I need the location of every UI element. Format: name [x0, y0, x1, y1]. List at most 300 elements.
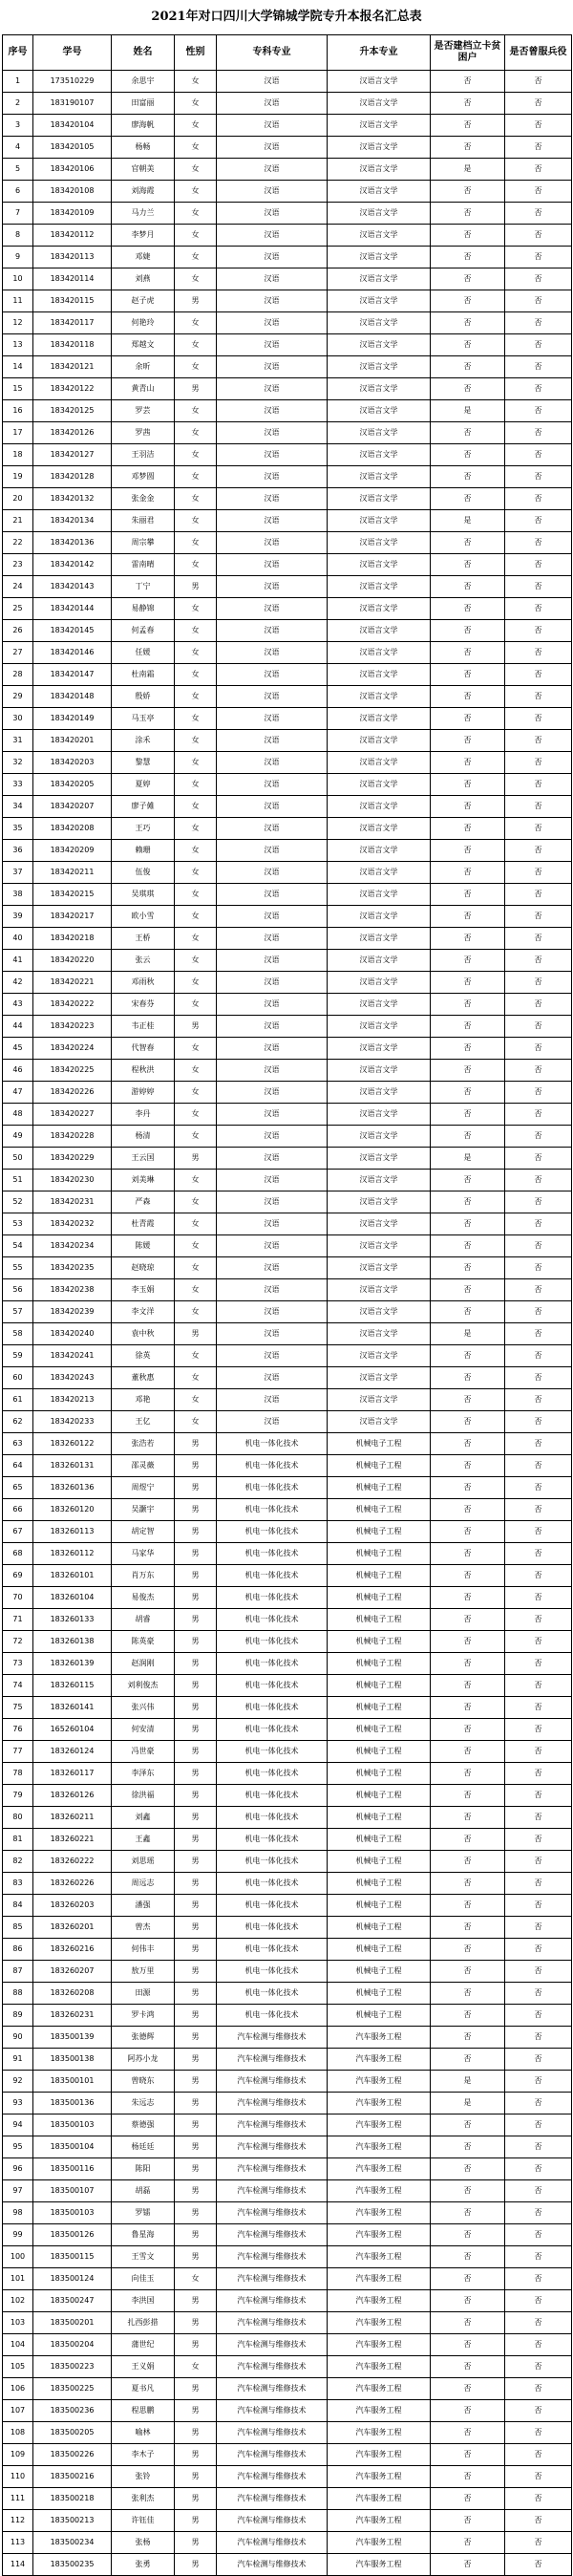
cell-military-service: 否 — [505, 2093, 572, 2114]
cell-military-service: 否 — [505, 1807, 572, 1829]
cell-index: 4 — [3, 137, 33, 159]
cell-student-id: 183420106 — [33, 159, 112, 181]
cell-military-service: 否 — [505, 1367, 572, 1389]
table-row — [3, 181, 572, 203]
cell-index: 114 — [3, 2554, 33, 2576]
cell-poverty-registered: 否 — [431, 1016, 505, 1038]
cell-poverty-registered: 否 — [431, 1675, 505, 1697]
cell-index: 22 — [3, 532, 33, 554]
cell-index: 107 — [3, 2400, 33, 2422]
cell-college-major: 汉语 — [217, 1389, 328, 1411]
cell-name: 扎西彭措 — [112, 2312, 175, 2334]
cell-target-major: 机械电子工程 — [328, 1719, 431, 1741]
cell-military-service: 否 — [505, 2246, 572, 2268]
cell-military-service: 否 — [505, 752, 572, 774]
cell-military-service: 否 — [505, 862, 572, 884]
cell-name: 张利杰 — [112, 2488, 175, 2510]
cell-target-major: 汽车服务工程 — [328, 2268, 431, 2290]
table-row — [3, 1455, 572, 1477]
cell-college-major: 机电一体化技术 — [217, 1521, 328, 1543]
table-row — [3, 356, 572, 378]
cell-index: 20 — [3, 488, 33, 510]
cell-target-major: 汽车服务工程 — [328, 2466, 431, 2488]
cell-student-id: 183420145 — [33, 620, 112, 642]
cell-index: 32 — [3, 752, 33, 774]
cell-gender: 男 — [175, 2114, 217, 2136]
table-row — [3, 1082, 572, 1104]
cell-poverty-registered: 是 — [431, 1323, 505, 1345]
cell-poverty-registered: 否 — [431, 71, 505, 93]
cell-military-service: 否 — [505, 1873, 572, 1895]
cell-student-id: 183500107 — [33, 2180, 112, 2202]
table-row — [3, 71, 572, 93]
cell-poverty-registered: 否 — [431, 1279, 505, 1301]
cell-military-service: 否 — [505, 181, 572, 203]
cell-index: 80 — [3, 1807, 33, 1829]
cell-poverty-registered: 否 — [431, 554, 505, 576]
cell-index: 58 — [3, 1323, 33, 1345]
cell-military-service: 否 — [505, 2400, 572, 2422]
table-row — [3, 1719, 572, 1741]
cell-poverty-registered: 否 — [431, 2202, 505, 2224]
cell-gender: 女 — [175, 466, 217, 488]
cell-student-id: 183500116 — [33, 2158, 112, 2180]
cell-military-service: 否 — [505, 774, 572, 796]
cell-student-id: 183260133 — [33, 1609, 112, 1631]
cell-college-major: 汉语 — [217, 1301, 328, 1323]
table-row — [3, 994, 572, 1016]
cell-gender: 男 — [175, 378, 217, 400]
cell-gender: 男 — [175, 1719, 217, 1741]
cell-college-major: 汉语 — [217, 708, 328, 730]
cell-name: 陈阳 — [112, 2158, 175, 2180]
cell-college-major: 汽车检测与维修技术 — [217, 2268, 328, 2290]
cell-gender: 女 — [175, 1170, 217, 1191]
header-cell-gender: 性别 — [175, 35, 217, 71]
cell-student-id: 183500201 — [33, 2312, 112, 2334]
cell-target-major: 机械电子工程 — [328, 1851, 431, 1873]
cell-target-major: 机械电子工程 — [328, 1939, 431, 1961]
cell-college-major: 汉语 — [217, 312, 328, 334]
table-row — [3, 2466, 572, 2488]
cell-target-major: 汉语言文学 — [328, 576, 431, 598]
cell-college-major: 汉语 — [217, 928, 328, 950]
cell-college-major: 机电一体化技术 — [217, 1565, 328, 1587]
cell-military-service: 否 — [505, 1895, 572, 1917]
table-row — [3, 2488, 572, 2510]
cell-military-service: 否 — [505, 1609, 572, 1631]
cell-target-major: 汽车服务工程 — [328, 2532, 431, 2554]
cell-military-service: 否 — [505, 1104, 572, 1126]
cell-target-major: 汉语言文学 — [328, 774, 431, 796]
table-row — [3, 1653, 572, 1675]
table-row — [3, 466, 572, 488]
cell-target-major: 汽车服务工程 — [328, 2158, 431, 2180]
cell-college-major: 汉语 — [217, 1038, 328, 1060]
cell-student-id: 183420243 — [33, 1367, 112, 1389]
cell-poverty-registered: 否 — [431, 466, 505, 488]
cell-target-major: 汉语言文学 — [328, 93, 431, 115]
cell-student-id: 183500101 — [33, 2071, 112, 2093]
cell-college-major: 汽车检测与维修技术 — [217, 2158, 328, 2180]
cell-military-service: 否 — [505, 1653, 572, 1675]
cell-name: 罗茜 — [112, 422, 175, 444]
cell-target-major: 汉语言文学 — [328, 1389, 431, 1411]
cell-name: 鲁星海 — [112, 2224, 175, 2246]
cell-poverty-registered: 否 — [431, 1719, 505, 1741]
cell-name: 周远志 — [112, 1873, 175, 1895]
cell-college-major: 汉语 — [217, 181, 328, 203]
cell-college-major: 机电一体化技术 — [217, 1851, 328, 1873]
table-row — [3, 1213, 572, 1235]
cell-military-service: 否 — [505, 1939, 572, 1961]
cell-gender: 女 — [175, 994, 217, 1016]
cell-index: 86 — [3, 1939, 33, 1961]
cell-military-service: 否 — [505, 1961, 572, 1983]
cell-military-service: 否 — [505, 1829, 572, 1851]
table-row — [3, 1785, 572, 1807]
cell-target-major: 汉语言文学 — [328, 708, 431, 730]
cell-poverty-registered: 否 — [431, 137, 505, 159]
cell-poverty-registered: 是 — [431, 2093, 505, 2114]
cell-poverty-registered: 否 — [431, 1477, 505, 1499]
cell-index: 25 — [3, 598, 33, 620]
table-row — [3, 1565, 572, 1587]
cell-gender: 女 — [175, 181, 217, 203]
cell-military-service: 否 — [505, 203, 572, 225]
table-row — [3, 620, 572, 642]
cell-name: 杨清 — [112, 1126, 175, 1148]
cell-index: 7 — [3, 203, 33, 225]
cell-poverty-registered: 否 — [431, 312, 505, 334]
cell-name: 陈英豪 — [112, 1631, 175, 1653]
cell-name: 王桥 — [112, 928, 175, 950]
table-row — [3, 1279, 572, 1301]
cell-target-major: 汽车服务工程 — [328, 2071, 431, 2093]
cell-name: 李泽东 — [112, 1763, 175, 1785]
cell-gender: 男 — [175, 1455, 217, 1477]
table-row — [3, 642, 572, 664]
cell-name: 李洪国 — [112, 2290, 175, 2312]
cell-student-id: 183260231 — [33, 2005, 112, 2027]
cell-poverty-registered: 否 — [431, 1609, 505, 1631]
table-row — [3, 1763, 572, 1785]
cell-military-service: 否 — [505, 1411, 572, 1433]
cell-gender: 女 — [175, 115, 217, 137]
cell-index: 14 — [3, 356, 33, 378]
cell-name: 赖珊 — [112, 840, 175, 862]
cell-military-service: 否 — [505, 2290, 572, 2312]
cell-college-major: 机电一体化技术 — [217, 1477, 328, 1499]
cell-college-major: 汽车检测与维修技术 — [217, 2049, 328, 2071]
cell-military-service: 否 — [505, 488, 572, 510]
table-row — [3, 840, 572, 862]
cell-index: 90 — [3, 2027, 33, 2049]
table-row — [3, 1697, 572, 1719]
cell-gender: 男 — [175, 1873, 217, 1895]
cell-college-major: 汽车检测与维修技术 — [217, 2378, 328, 2400]
table-row — [3, 1323, 572, 1345]
cell-student-id: 183260138 — [33, 1631, 112, 1653]
table-row — [3, 598, 572, 620]
cell-gender: 男 — [175, 2554, 217, 2576]
cell-poverty-registered: 否 — [431, 1060, 505, 1082]
cell-gender: 女 — [175, 312, 217, 334]
cell-student-id: 183420238 — [33, 1279, 112, 1301]
cell-military-service: 否 — [505, 686, 572, 708]
cell-college-major: 汽车检测与维修技术 — [217, 2488, 328, 2510]
cell-target-major: 机械电子工程 — [328, 1521, 431, 1543]
cell-college-major: 汉语 — [217, 1279, 328, 1301]
cell-gender: 男 — [175, 1895, 217, 1917]
cell-gender: 女 — [175, 2356, 217, 2378]
cell-student-id: 183420225 — [33, 1060, 112, 1082]
table-row — [3, 225, 572, 247]
cell-name: 王羽洁 — [112, 444, 175, 466]
cell-college-major: 汉语 — [217, 1235, 328, 1257]
cell-gender: 女 — [175, 137, 217, 159]
cell-index: 39 — [3, 906, 33, 928]
cell-gender: 女 — [175, 1279, 217, 1301]
cell-student-id: 183420121 — [33, 356, 112, 378]
cell-name: 徐洪福 — [112, 1785, 175, 1807]
cell-military-service: 否 — [505, 1126, 572, 1148]
cell-student-id: 165260104 — [33, 1719, 112, 1741]
cell-index: 47 — [3, 1082, 33, 1104]
cell-index: 45 — [3, 1038, 33, 1060]
cell-index: 111 — [3, 2488, 33, 2510]
table-row — [3, 312, 572, 334]
cell-name: 刘鑫 — [112, 1807, 175, 1829]
cell-military-service: 否 — [505, 2532, 572, 2554]
cell-gender: 女 — [175, 532, 217, 554]
cell-college-major: 汉语 — [217, 818, 328, 840]
cell-military-service: 否 — [505, 2180, 572, 2202]
table-row — [3, 1191, 572, 1213]
cell-student-id: 183420205 — [33, 774, 112, 796]
cell-college-major: 汉语 — [217, 225, 328, 247]
table-row — [3, 1587, 572, 1609]
cell-poverty-registered: 否 — [431, 488, 505, 510]
cell-poverty-registered: 否 — [431, 862, 505, 884]
cell-index: 93 — [3, 2093, 33, 2114]
cell-college-major: 汉语 — [217, 268, 328, 290]
table-row — [3, 1675, 572, 1697]
cell-military-service: 否 — [505, 2378, 572, 2400]
cell-index: 17 — [3, 422, 33, 444]
cell-gender: 女 — [175, 400, 217, 422]
cell-student-id: 183260126 — [33, 1785, 112, 1807]
cell-student-id: 173510229 — [33, 71, 112, 93]
cell-name: 赵晓琼 — [112, 1257, 175, 1279]
cell-name: 王义娟 — [112, 2356, 175, 2378]
cell-gender: 男 — [175, 2180, 217, 2202]
table-row — [3, 115, 572, 137]
cell-college-major: 汉语 — [217, 686, 328, 708]
table-row — [3, 1851, 572, 1873]
cell-college-major: 机电一体化技术 — [217, 1785, 328, 1807]
cell-gender: 女 — [175, 1082, 217, 1104]
cell-index: 70 — [3, 1587, 33, 1609]
cell-student-id: 183420232 — [33, 1213, 112, 1235]
cell-target-major: 机械电子工程 — [328, 1741, 431, 1763]
cell-college-major: 汽车检测与维修技术 — [217, 2027, 328, 2049]
cell-target-major: 汉语言文学 — [328, 1191, 431, 1213]
cell-name: 陈媛 — [112, 1235, 175, 1257]
cell-index: 16 — [3, 400, 33, 422]
cell-gender: 男 — [175, 1499, 217, 1521]
cell-name: 胡磊 — [112, 2180, 175, 2202]
cell-name: 喻林 — [112, 2422, 175, 2444]
cell-college-major: 汉语 — [217, 1411, 328, 1433]
cell-student-id: 183420147 — [33, 664, 112, 686]
cell-student-id: 183420222 — [33, 994, 112, 1016]
cell-index: 53 — [3, 1213, 33, 1235]
cell-gender: 男 — [175, 1961, 217, 1983]
cell-name: 刘海霞 — [112, 181, 175, 203]
cell-military-service: 否 — [505, 642, 572, 664]
cell-military-service: 否 — [505, 312, 572, 334]
cell-gender: 女 — [175, 71, 217, 93]
cell-index: 19 — [3, 466, 33, 488]
cell-index: 9 — [3, 247, 33, 268]
cell-military-service: 否 — [505, 2334, 572, 2356]
cell-student-id: 183500247 — [33, 2290, 112, 2312]
cell-college-major: 汉语 — [217, 137, 328, 159]
cell-gender: 女 — [175, 708, 217, 730]
cell-name: 夏婷 — [112, 774, 175, 796]
cell-name: 胡定智 — [112, 1521, 175, 1543]
cell-college-major: 汽车检测与维修技术 — [217, 2312, 328, 2334]
cell-poverty-registered: 否 — [431, 774, 505, 796]
cell-military-service: 否 — [505, 1785, 572, 1807]
table-row — [3, 1235, 572, 1257]
cell-military-service: 否 — [505, 1257, 572, 1279]
cell-target-major: 汉语言文学 — [328, 1235, 431, 1257]
cell-poverty-registered: 否 — [431, 1038, 505, 1060]
cell-college-major: 汽车检测与维修技术 — [217, 2114, 328, 2136]
cell-index: 1 — [3, 71, 33, 93]
cell-student-id: 183420234 — [33, 1235, 112, 1257]
cell-gender: 男 — [175, 2532, 217, 2554]
cell-military-service: 否 — [505, 1389, 572, 1411]
cell-poverty-registered: 否 — [431, 181, 505, 203]
cell-poverty-registered: 否 — [431, 2466, 505, 2488]
cell-poverty-registered: 否 — [431, 2554, 505, 2576]
cell-college-major: 汉语 — [217, 620, 328, 642]
cell-student-id: 183420241 — [33, 1345, 112, 1367]
cell-index: 10 — [3, 268, 33, 290]
cell-gender: 男 — [175, 2005, 217, 2027]
header-cell-index: 序号 — [3, 35, 33, 71]
cell-target-major: 机械电子工程 — [328, 1917, 431, 1939]
header-cell-name: 姓名 — [112, 35, 175, 71]
cell-college-major: 汽车检测与维修技术 — [217, 2202, 328, 2224]
cell-poverty-registered: 否 — [431, 708, 505, 730]
table-row — [3, 796, 572, 818]
cell-name: 阿苏小龙 — [112, 2049, 175, 2071]
cell-poverty-registered: 否 — [431, 2356, 505, 2378]
cell-military-service: 否 — [505, 2136, 572, 2158]
cell-military-service: 否 — [505, 1565, 572, 1587]
cell-gender: 男 — [175, 1697, 217, 1719]
cell-index: 92 — [3, 2071, 33, 2093]
table-body — [3, 71, 572, 2576]
cell-index: 66 — [3, 1499, 33, 1521]
cell-military-service: 否 — [505, 93, 572, 115]
cell-student-id: 183260131 — [33, 1455, 112, 1477]
table-row — [3, 1170, 572, 1191]
cell-target-major: 汉语言文学 — [328, 247, 431, 268]
cell-college-major: 汽车检测与维修技术 — [217, 2400, 328, 2422]
cell-college-major: 机电一体化技术 — [217, 1939, 328, 1961]
cell-poverty-registered: 否 — [431, 2510, 505, 2532]
cell-poverty-registered: 否 — [431, 1785, 505, 1807]
cell-military-service: 否 — [505, 950, 572, 972]
cell-gender: 女 — [175, 1301, 217, 1323]
cell-poverty-registered: 否 — [431, 1763, 505, 1785]
cell-gender: 男 — [175, 1433, 217, 1455]
cell-college-major: 汉语 — [217, 159, 328, 181]
table-row — [3, 2136, 572, 2158]
cell-target-major: 汉语言文学 — [328, 334, 431, 356]
cell-target-major: 汽车服务工程 — [328, 2356, 431, 2378]
table-row — [3, 510, 572, 532]
cell-student-id: 183420208 — [33, 818, 112, 840]
cell-index: 65 — [3, 1477, 33, 1499]
cell-poverty-registered: 否 — [431, 93, 505, 115]
cell-college-major: 机电一体化技术 — [217, 1697, 328, 1719]
cell-poverty-registered: 否 — [431, 356, 505, 378]
cell-target-major: 汉语言文学 — [328, 1213, 431, 1235]
cell-target-major: 汉语言文学 — [328, 444, 431, 466]
cell-index: 57 — [3, 1301, 33, 1323]
cell-index: 49 — [3, 1126, 33, 1148]
cell-gender: 女 — [175, 1038, 217, 1060]
cell-student-id: 183420203 — [33, 752, 112, 774]
table-row — [3, 2510, 572, 2532]
cell-military-service: 否 — [505, 71, 572, 93]
cell-index: 105 — [3, 2356, 33, 2378]
cell-gender: 女 — [175, 1389, 217, 1411]
cell-military-service: 否 — [505, 268, 572, 290]
cell-target-major: 汉语言文学 — [328, 1082, 431, 1104]
cell-college-major: 汉语 — [217, 422, 328, 444]
cell-gender: 女 — [175, 796, 217, 818]
table-row — [3, 2532, 572, 2554]
cell-college-major: 机电一体化技术 — [217, 1829, 328, 1851]
cell-college-major: 汽车检测与维修技术 — [217, 2510, 328, 2532]
cell-military-service: 否 — [505, 290, 572, 312]
table-row — [3, 950, 572, 972]
cell-student-id: 183260122 — [33, 1433, 112, 1455]
cell-poverty-registered: 否 — [431, 1191, 505, 1213]
cell-college-major: 机电一体化技术 — [217, 1653, 328, 1675]
cell-student-id: 183500138 — [33, 2049, 112, 2071]
cell-student-id: 183420134 — [33, 510, 112, 532]
cell-college-major: 汉语 — [217, 1323, 328, 1345]
cell-target-major: 汽车服务工程 — [328, 2444, 431, 2466]
cell-military-service: 否 — [505, 1719, 572, 1741]
cell-student-id: 183260112 — [33, 1543, 112, 1565]
cell-college-major: 汽车检测与维修技术 — [217, 2290, 328, 2312]
table-row — [3, 1389, 572, 1411]
cell-military-service: 否 — [505, 1279, 572, 1301]
cell-target-major: 汉语言文学 — [328, 1170, 431, 1191]
cell-military-service: 否 — [505, 664, 572, 686]
cell-gender: 男 — [175, 2422, 217, 2444]
table-row — [3, 247, 572, 268]
